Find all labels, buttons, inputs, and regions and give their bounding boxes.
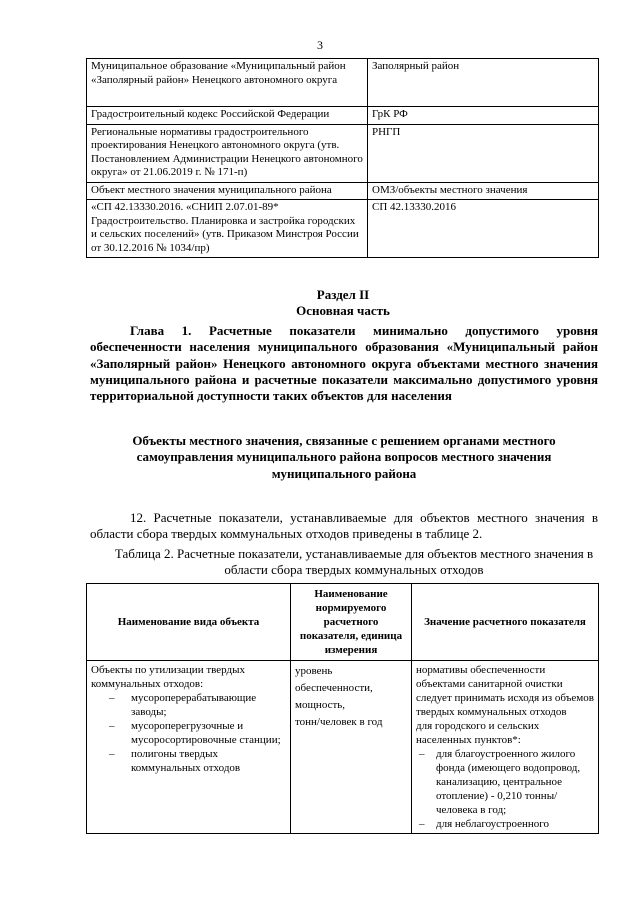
header-indicator: Наименование нормируемого расчетного показателя, единица измерения xyxy=(291,584,412,661)
table-row xyxy=(87,107,599,125)
dash-marker: – xyxy=(419,818,425,830)
abbr-cell: РНГП xyxy=(368,124,599,182)
object-cell xyxy=(87,661,291,834)
section-number: Раздел II xyxy=(316,287,370,302)
term-cell: Муниципальное образование «Муниципальный район «Заполярный район» Ненецкого автономного округа xyxy=(87,59,368,107)
indicator-cell: уровень обеспеченности, мощность, тонн/человек в год xyxy=(291,661,412,834)
page-number: 3 xyxy=(317,38,323,52)
objects-heading: Объекты местного значения, связанные с решением органами местного самоуправления муниципального района вопросов местного значения муниципального района xyxy=(132,433,556,481)
term-cell: Объект местного значения муниципального района xyxy=(87,182,368,200)
table-header-row xyxy=(87,584,599,661)
term-cell: «СП 42.13330.2016. «СНИП 2.07.01-89* Градостроительство. Планировка и застройка городских и сельских поселений» (утв. Приказом Минстроя России от 30.12.2016 № 1034/пр) xyxy=(87,200,368,258)
chapter-heading: Глава 1. Расчетные показатели минимально допустимого уровня обеспеченности населения муниципального образования «Муниципальный район «Заполярный район» Ненецкого автономного округа объектами местного значения муниципального района и расчетные показатели максимально допустимого уровня территориальной доступности таких объектов для населения xyxy=(90,323,598,404)
table-row xyxy=(87,661,599,834)
section-name: Основная часть xyxy=(296,303,390,318)
dash-marker: – xyxy=(109,692,115,704)
abbreviations-table xyxy=(86,58,599,258)
object-name: Объекты по утилизации твердых коммунальных отходов: xyxy=(91,664,245,690)
table-caption: Таблица 2. Расчетные показатели, устанавливаемые для объектов местного значения в области сбора твердых коммунальных отходов xyxy=(114,546,594,578)
dash-marker: – xyxy=(109,720,115,732)
abbr-cell: Заполярный район xyxy=(368,59,599,107)
header-value: Значение расчетного показателя xyxy=(412,584,599,661)
value-list xyxy=(416,747,594,831)
abbr-cell: СП 42.13330.2016 xyxy=(368,200,599,258)
table-row xyxy=(87,124,599,182)
dash-marker: – xyxy=(419,748,425,760)
table-row xyxy=(87,59,599,107)
section-title xyxy=(0,287,640,319)
list-item: – полигоны твердых коммунальных отходов xyxy=(109,748,241,774)
list-item: – для благоустроенного жилого фонда (имеющего водопровод, канализацию, центральное отопление) - 0,210 тонны/человека в год; xyxy=(419,748,581,816)
indicators-table xyxy=(86,583,599,834)
list-item: – для неблагоустроенного xyxy=(419,818,550,830)
value-cell: нормативы обеспеченности объектами санитарной очистки следует принимать исходя из объемов твердых коммунальных отходов для городского и сельских населенных пунктов*: – для благоустроенного жилого фонда (имеющего водопровод, канализацию, центральное отопление) - 0,210 тонны/человека в год; – для неблагоустроенного xyxy=(412,661,599,834)
object-list xyxy=(91,691,286,775)
abbr-cell: ОМЗ/объекты местного значения xyxy=(368,182,599,200)
term-cell: Градостроительный кодекс Российской Федерации xyxy=(87,107,368,125)
abbr-cell: ГрК РФ xyxy=(368,107,599,125)
term-cell: Региональные нормативы градостроительного проектирования Ненецкого автономного округа (утв. Постановлением Администрации Ненецкого автономного округа» от 21.06.2019 г. № 171-п) xyxy=(87,124,368,182)
paragraph-12: 12. Расчетные показатели, устанавливаемые для объектов местного значения в области сбора твердых коммунальных отходов приведены в таблице 2. xyxy=(90,510,598,542)
header-object-type: Наименование вида объекта xyxy=(87,584,291,661)
table-row xyxy=(87,200,599,258)
table-row xyxy=(87,182,599,200)
list-item: – мусороперегрузочные и мусоросортировочные станции; xyxy=(109,720,281,746)
list-item: – мусороперерабатывающие заводы; xyxy=(109,692,257,718)
dash-marker: – xyxy=(109,748,115,760)
